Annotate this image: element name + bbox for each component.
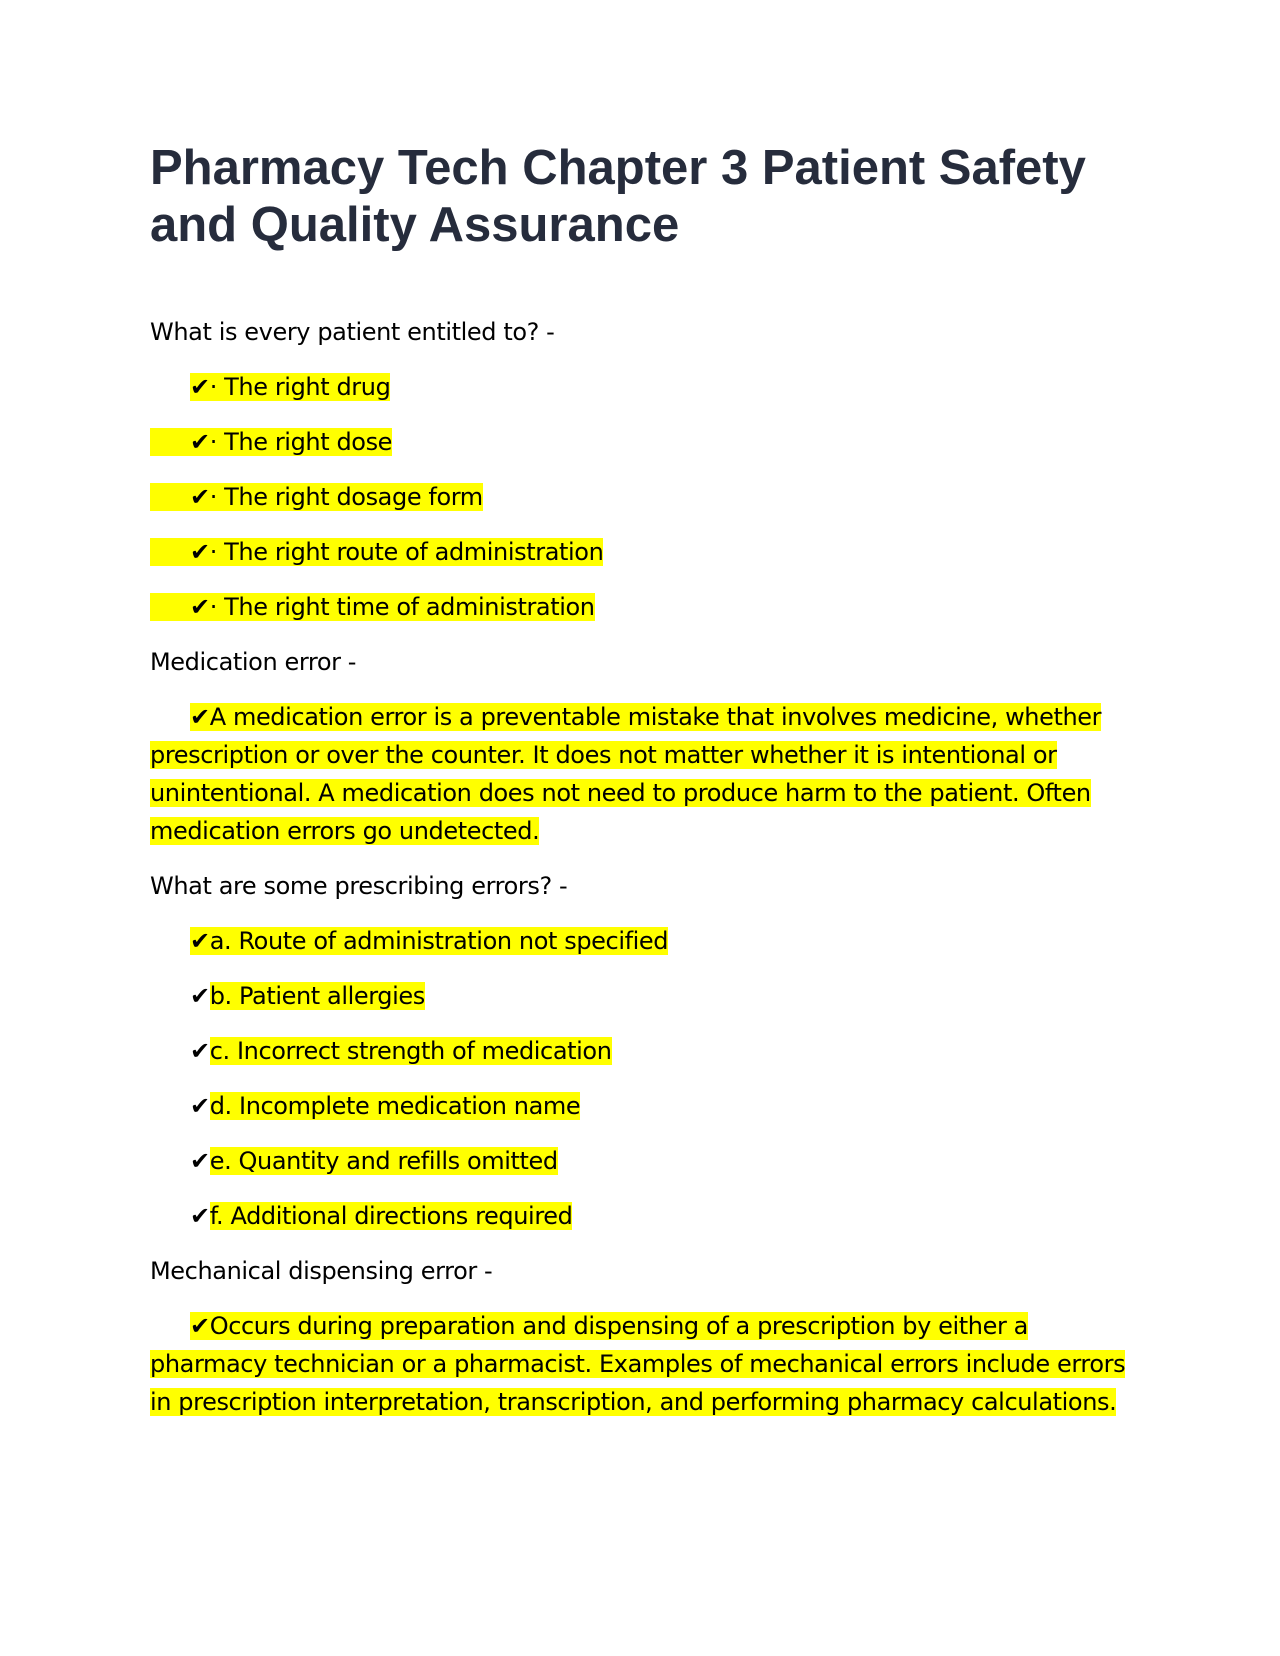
check-icon: ✔ <box>190 927 210 955</box>
check-icon: ✔ <box>190 1092 210 1120</box>
answer-text: · The right route of administration <box>209 538 604 566</box>
answer-text: a. Route of administration not specified <box>209 927 669 955</box>
answer-highlight <box>150 593 595 621</box>
answer-item <box>150 1032 1130 1070</box>
answer-paragraph <box>150 698 1130 850</box>
question-mechanical-dispensing-error: Mechanical dispensing error - <box>150 1257 493 1285</box>
answer-text: · The right dosage form <box>209 483 483 511</box>
answer-highlight <box>150 703 1101 845</box>
answer-text: · The right time of administration <box>209 593 595 621</box>
answer-highlight <box>150 538 603 566</box>
answer-text: f. Additional directions required <box>209 1202 573 1230</box>
answer-item <box>150 922 1130 960</box>
check-icon: ✔ <box>190 1037 210 1065</box>
answer-highlight <box>190 927 668 955</box>
check-icon: ✔ <box>190 373 210 401</box>
document-page <box>150 140 1130 1438</box>
question-patient-entitled: What is every patient entitled to? - <box>150 318 555 346</box>
check-icon: ✔ <box>190 1147 210 1175</box>
answer-item <box>150 423 1130 461</box>
answer-item <box>150 1087 1130 1125</box>
check-icon: ✔ <box>190 982 210 1010</box>
check-icon: ✔ <box>190 593 210 621</box>
answer-item <box>150 1197 1130 1235</box>
answer-text: A medication error is a preventable mistake that involves medicine, whether prescription or over the counter. It does not matter whether it is intentional or unintentional. A medication does not need to produce harm to the patient. Often medication errors go undetected. <box>150 703 1102 845</box>
answer-highlight <box>150 428 392 456</box>
check-icon: ✔ <box>190 1202 210 1230</box>
answer-text: · The right dose <box>209 428 393 456</box>
document-title: Pharmacy Tech Chapter 3 Patient Safety and Quality Assurance <box>150 141 1086 252</box>
answer-highlight <box>150 483 483 511</box>
answer-item <box>150 478 1130 516</box>
check-icon: ✔ <box>190 483 210 511</box>
check-icon: ✔ <box>190 538 210 566</box>
answer-text: Occurs during preparation and dispensing of a prescription by either a pharmacy technician or a pharmacist. Examples of mechanical errors include errors in prescription interpretation, transcription, and performing pharmacy calculations. <box>150 1312 1126 1416</box>
answer-text: · The right drug <box>209 373 391 401</box>
answer-highlight <box>150 1312 1125 1416</box>
answer-text: c. Incorrect strength of medication <box>209 1037 612 1065</box>
check-icon: ✔ <box>190 1312 210 1340</box>
answer-text: b. Patient allergies <box>209 982 425 1010</box>
check-icon: ✔ <box>190 428 210 456</box>
answer-item <box>150 368 1130 406</box>
answer-item <box>150 588 1130 626</box>
answer-text: d. Incomplete medication name <box>209 1092 581 1120</box>
question-prescribing-errors: What are some prescribing errors? - <box>150 872 568 900</box>
answer-item <box>150 977 1130 1015</box>
answer-item <box>150 533 1130 571</box>
answer-highlight <box>190 373 390 401</box>
check-icon: ✔ <box>190 703 210 731</box>
answer-paragraph <box>150 1307 1130 1421</box>
answer-item <box>150 1142 1130 1180</box>
answer-text: e. Quantity and refills omitted <box>209 1147 558 1175</box>
question-medication-error: Medication error - <box>150 648 357 676</box>
